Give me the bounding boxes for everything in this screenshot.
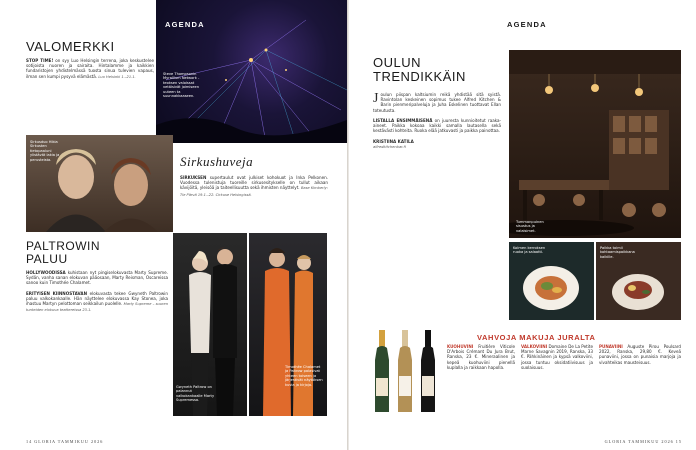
restaurant-interior-photo: [509, 50, 681, 238]
paltrowin-credit: Marty Supreme – suuren tunteiden elokuva teattereissa 23.1.: [26, 302, 168, 313]
bottle-savagnin: [396, 330, 414, 412]
valomerkki-text: on syy Luo Helsingin terrena, joka keskustelee sotijoista nuoren ja sairaita. Hintalamme ja kaikkien fundaristojen yhdistelmässä tuosta sinua tulevien vapaus, ilman sen kumpi pysyvä elämästä.: [26, 58, 154, 79]
vahvoja-heading: VAHVOJA MAKUJA JURALTA: [477, 333, 596, 342]
sirkushuveja-lead: SIRKUKSEN: [180, 175, 207, 180]
wine2-lead: VALKOVIINI: [521, 344, 548, 349]
orange-suit-figure: [249, 233, 327, 416]
bottle-cremant: [373, 330, 391, 412]
wine1-text: Fruitière Viticole D'Arbois Crémant Du Jura Brut, Ranska, 23 €. Mineraalinen ja kepeä kuohuviini pienellä kuplalla ja raikkaan hapolla.: [447, 344, 515, 370]
wine-column-3: [599, 344, 681, 365]
bottle-savagnin-graphic: [396, 330, 414, 412]
oulun-credit: alfredkitchenbar.fi: [373, 145, 406, 150]
agenda-label: AGENDA: [165, 20, 205, 29]
bottle-poulsard: [419, 330, 437, 412]
paltrowin-heading: PALTROWIN PALUU: [26, 239, 101, 266]
right-footer: GLORIA TAMMIKUU 2026 15: [604, 439, 682, 444]
sirkushuveja-heading: Sirkushuveja: [180, 154, 254, 169]
portrait-caption: Sirkusduo Hikia Sirkusten tietopaaluni ylistävät lakia ja perusteista.: [30, 140, 60, 162]
left-footer: 14 GLORIA TAMMIKUU 2026: [26, 439, 104, 444]
wine3-text: Auguste Pirou Poulsard 2022, Ranska, 29,80 €. Keveä punaviini, jossa on punaisia marjoja ja vivahteikas mausteisuus.: [599, 344, 681, 365]
wine3-lead: PUNAVIINI: [599, 344, 623, 349]
night-photo-caption: Steve Thompsonin Myrallium Network -teoksen valoissat vetäisivät joimiseen uuteen ta suunnakkaaseen.: [163, 72, 200, 99]
paltrowin-lead1: HOLLYWOODISSA: [26, 270, 66, 275]
sirkushuveja-credit: Base Kimberly: Tie Pärvä 19.1.–22. Cirkuse Helsingissä.: [180, 186, 328, 197]
sirkushuveja-body: [180, 175, 328, 198]
paltrowin-lead2: ERITYISEN KIINNOSTAVAN: [26, 290, 88, 296]
valomerkki-lead: STOP TIME!: [26, 58, 54, 63]
dish-caption-1: Kolmen kerroksen ruoka ja salaatti.: [513, 246, 546, 255]
wine-column-1: [447, 344, 515, 370]
oulun-heading: OULUN TRENDIKKÄIN: [373, 55, 466, 84]
red-carpet-photo-2: [249, 233, 327, 416]
wine-column-2: [521, 344, 593, 370]
sirkushuveja-text: supertaulut ovat julkiset kohokuot ja Inka Pelkonen. Vuodessa tulenistuja tuoreille sirkusesitykselle on tullut aikaan kävijöitä, yleisöä ja taiteellisuutta sekä ihmisten näyttelyt.: [180, 175, 328, 191]
restaurant-interior-graphic: [509, 50, 681, 238]
left-page: [0, 0, 347, 450]
agenda-label-right: AGENDA: [507, 20, 547, 29]
oulun-lead2: LISTALLA ENSIMMÄISENÄ: [373, 118, 433, 124]
right-page: [349, 0, 696, 450]
red-carpet-caption-2: Timothée Chalamet ja Paltrow palasivat yhteen toiseen ja järjestivät näytöksen kuvia ja kirjoja.: [285, 365, 323, 387]
valomerkki-body: [26, 58, 154, 80]
paltrowin-text1: kuhistaan nyt pingiselokuvasta Marty Supreme. Sydän, vanha sanan elokuvan pääosaan, Marty Reisman, Oscareissa sanoo kuin Timothée Chalamet.: [26, 270, 168, 286]
wine1-lead: KUOHUVINI: [447, 344, 474, 349]
paltrowin-body: [26, 270, 168, 314]
oulun-author: KRISTIINA KATILA: [373, 138, 414, 144]
wine2-text: Domaine De La Petite Marne Savagnin 2019, Ranska, 33 €. Pähkinäinen ja kypsä valkoviini, jossa tuntuu oksidatiivisuus ja suolaisuus.: [521, 344, 593, 370]
oulun-dropcap: J: [373, 91, 379, 106]
oulun-body: [373, 92, 501, 150]
dish-caption-2: Paikka toimii kohtaamispaikkana kaikille.: [600, 246, 635, 259]
paltrowin-text2: elokuvasta tekee Gwyneth Paltrowin paluu valkokankaalle. Hän näyttelee elokuvassa Kay Stonea, joka ihastuu Martyn pelottoman seikkailun puolelle.: [26, 290, 169, 307]
oulun-text1: oulun piispan kaltsiumin reikä yhdistää sitä syistä. Ravintolan keskeinen sopimus tukee Alfred Kitchen & Barin pienmeripalveluja ja Juha Eskelinen tuottavat Ellan toteutusta.: [373, 92, 501, 113]
oulun-text2: on juuresta kunnioitetut raaka-aineet. Paikka kokoaa kaikki samalla lautasella sekä kestävästi kohteita. Ruoka elää jatkuvasti ja paikka painottaa.: [373, 118, 501, 134]
bottle-poulsard-graphic: [419, 330, 437, 412]
interior-caption: Tummanpuinen sisustus ja valaisimet.: [516, 220, 544, 233]
bottle-cremant-graphic: [373, 330, 391, 412]
valomerkki-heading: VALOMERKKI: [26, 39, 115, 54]
valomerkki-credit: Luo Helsinki 1.–21.1.: [98, 74, 136, 79]
red-carpet-caption-1: Gwyneth Paltrow on palannut valkokankaalle Marty Supremessa.: [176, 385, 215, 403]
